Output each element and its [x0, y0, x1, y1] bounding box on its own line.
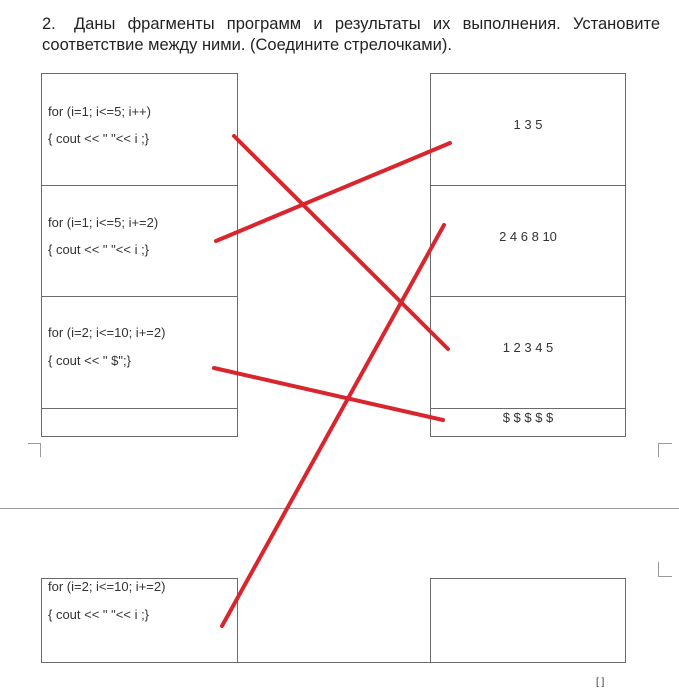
program-cell-2	[41, 185, 238, 297]
program-cell-4	[41, 578, 238, 663]
program-3-line-2: { cout << " $";}	[48, 353, 131, 368]
connection-line-4	[222, 225, 444, 626]
result-4: $ $ $ $ $	[502, 410, 554, 425]
program-1-line-1: for (i=1; i<=5; i++)	[48, 104, 151, 119]
task-heading	[42, 14, 660, 56]
program-2-line-2: { cout << " "<< i ;}	[48, 242, 150, 257]
program-cell-empty	[41, 408, 238, 437]
table-bottom-rule	[238, 662, 430, 663]
result-cell-3	[430, 296, 626, 409]
program-2-line-1: for (i=1; i<=5; i+=2)	[48, 215, 159, 230]
program-4-line-2: { cout << " "<< i ;}	[48, 607, 150, 622]
program-1-line-2: { cout << " "<< i ;}	[48, 131, 150, 146]
crop-mark-left-top	[28, 443, 41, 457]
program-4-line-1: for (i=2; i<=10; i+=2)	[48, 579, 166, 594]
program-cell-3	[41, 296, 238, 409]
connection-line-2	[216, 143, 450, 241]
result-2: 2 4 6 8 10	[499, 229, 557, 244]
program-3-line-1: for (i=2; i<=10; i+=2)	[48, 325, 166, 340]
task-text: Даны фрагменты программ и результаты их выполнения. Установите соответствие между ними. (Соедините стрелочками).	[42, 15, 660, 54]
result-cell-2	[430, 185, 626, 297]
result-cell-4	[430, 408, 626, 437]
result-3: 1 2 3 4 5	[502, 340, 554, 355]
result-1: 1 3 5	[513, 117, 543, 132]
result-cell-1	[430, 73, 626, 186]
crop-mark-right-bottom	[658, 562, 672, 577]
task-number: 2.	[42, 15, 56, 33]
connection-line-3	[214, 368, 443, 420]
result-cell-5	[430, 578, 626, 663]
page-break-line	[0, 508, 679, 509]
connection-line-1	[234, 136, 448, 349]
footer-mark: [ ]	[596, 677, 605, 688]
crop-mark-right-top	[658, 443, 672, 457]
program-cell-1	[41, 73, 238, 186]
